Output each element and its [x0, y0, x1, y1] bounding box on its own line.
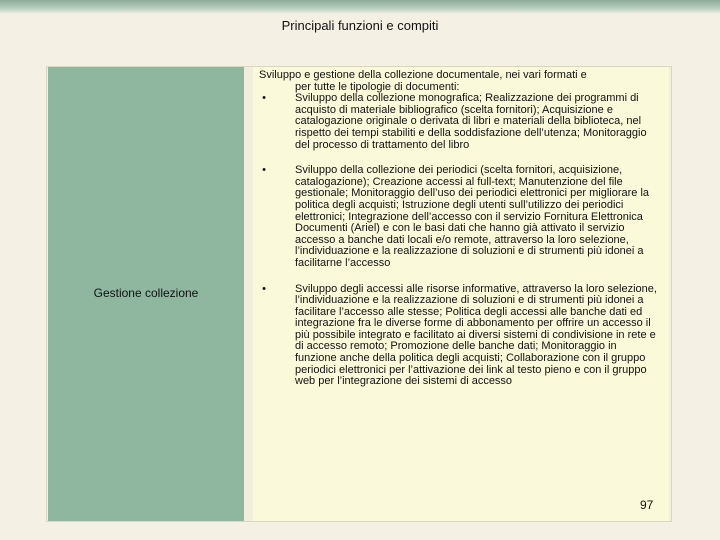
bullet-icon: •: [262, 164, 266, 177]
list-item: [259, 93, 661, 151]
intro-text: Sviluppo e gestione della collezione documentale, nei vari formati e: [259, 69, 587, 81]
intro-text-continued: per tutte le tipologie di documenti:: [295, 80, 460, 93]
bullet-icon: •: [262, 92, 266, 105]
slide-title: Principali funzioni e compiti: [281, 18, 439, 33]
bullet-icon: •: [262, 282, 266, 295]
category-label: Gestione collezione: [93, 286, 199, 300]
list-item-text: Sviluppo della collezione dei periodici (scelta fornitori, acquisizione, catalogazione); Creazione accessi al full-text; Manutenzione del file gestionale; Monitoraggio dell’uso dei periodici elettronici per migliorare la politica degli acquisti; Istruzione degli utenti sull’utilizzo dei periodici elettronici; Integrazione dell’accesso con il servizio Fornitura Elettronica Documenti (Ariel) e con le basi dati che hanno già attivato il servizio accesso a banche dati locali e/o remote, attraverso la loro selezione, l’individuazione e la realizzazione di soluzioni e di strumenti più idonei a facilitarne l’accesso: [295, 164, 650, 269]
description-text: [259, 70, 661, 388]
table-left-cell: [48, 67, 244, 521]
list-item: [259, 165, 661, 269]
list-item-text: Sviluppo della collezione monografica; Realizzazione dei programmi di acquisto di materiale bibliografico (scelta fornitori); Acquisizione e catalogazione originale o derivata di libri e materiali della biblioteca, nel rispetto dei tempi stabiliti e della soddisfazione dell’utenza; Monitoraggio del processo di trattamento del libro: [295, 92, 647, 151]
list-item-text: Sviluppo degli accessi alle risorse informative, attraverso la loro selezione, l’individuazione e la realizzazione di soluzioni e di strumenti più idonei a facilitare l’accesso alle stesse; Politica degli accessi alle banche dati ed integrazione fra le diverse forme di abbonamento per offrire un accesso il più possibile integrato e facilitato ai diversi sistemi di condivisione in rete e di accesso remoto; Promozione delle banche dati; Monitoraggio in funzione anche della politica degli acquisti; Collaborazione con il gruppo periodici elettronici per l’attivazione dei link al testo pieno e con il gruppo web per l’integrazione dei sistemi di accesso: [295, 282, 657, 388]
table-right-cell: [253, 67, 669, 521]
page-number: 97: [640, 498, 654, 512]
top-decorative-bar: [0, 0, 720, 14]
list-item: [259, 284, 661, 388]
